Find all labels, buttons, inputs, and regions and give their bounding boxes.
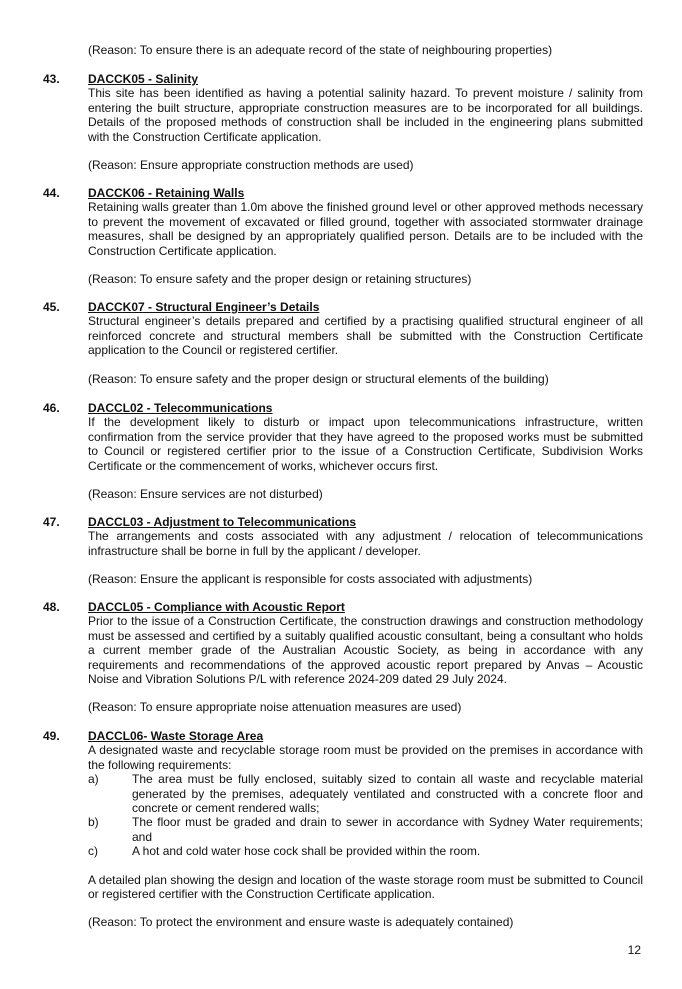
condition-title: DACCL03 - Adjustment to Telecommunications xyxy=(88,515,357,529)
condition-number: 46. xyxy=(43,401,60,415)
list-item xyxy=(88,772,643,815)
condition-number: 43. xyxy=(43,72,60,86)
list-item xyxy=(88,815,643,844)
condition-number: 44. xyxy=(43,186,60,200)
condition-text: If the development likely to disturb or impact upon telecommunications infrastructure, written confirmation from the service provider that they have agreed to the proposed works must be submitted to Council or registered certifier prior to the issue of a Construction Certificate, Subdivision Works Certificate or the commencement of works, whichever occurs first. xyxy=(88,415,643,473)
condition-number: 48. xyxy=(43,600,60,614)
condition-reason: (Reason: To protect the environment and ensure waste is adequately contained) xyxy=(88,915,514,930)
condition-reason: (Reason: To ensure safety and the proper design or retaining structures) xyxy=(88,272,472,287)
lead-reason: (Reason: To ensure there is an adequate record of the state of neighbouring properties) xyxy=(88,43,553,57)
condition-title: DACCK05 - Salinity xyxy=(88,72,199,86)
list-item xyxy=(88,844,643,858)
condition-number: 45. xyxy=(43,300,60,314)
condition-text: A designated waste and recyclable storage room must be provided on the premises in accordance with the following requirements: xyxy=(88,743,643,772)
condition-text: This site has been identified as having a potential salinity hazard. To prevent moisture / salinity from entering the built structure, appropriate construction measures are to be incorporated for all buildings. Details of the proposed methods of construction shall be included in the engineering plans submitted with the Construction Certificate application. xyxy=(88,86,643,144)
condition-reason: (Reason: Ensure the applicant is responsible for costs associated with adjustments) xyxy=(88,572,533,587)
condition-text: Prior to the issue of a Construction Certificate, the construction drawings and construction methodology must be assessed and certified by a suitably qualified acoustic consultant, being a consultant who holds a current member grade of the Australian Acoustic Society, as being in accordance with any requirements and recommendations of the approved acoustic report prepared by Anvas – Acoustic Noise and Vibration Solutions P/L with reference 2024-209 dated 29 July 2024. xyxy=(88,614,643,687)
list-item-label: b) xyxy=(88,815,99,830)
condition-reason: (Reason: Ensure services are not disturbed) xyxy=(88,487,323,502)
list-item-text: The area must be fully enclosed, suitably sized to contain all waste and recyclable material generated by the premises, adequately ventilated and constructed with a concrete floor and concrete or cement rendered walls; xyxy=(132,772,643,816)
page-number: 12 xyxy=(627,943,641,957)
condition-title: DACCK07 - Structural Engineer’s Details xyxy=(88,300,320,314)
condition-title: DACCL02 - Telecommunications xyxy=(88,401,273,415)
condition-46 xyxy=(43,401,643,501)
condition-reason: (Reason: To ensure safety and the proper design or structural elements of the building) xyxy=(88,371,549,386)
condition-45 xyxy=(43,300,643,386)
condition-title: DACCL05 - Compliance with Acoustic Report xyxy=(88,600,345,614)
condition-48 xyxy=(43,600,643,715)
list-item-text: A hot and cold water hose cock shall be provided within the room. xyxy=(132,844,481,859)
condition-text-2: A detailed plan showing the design and location of the waste storage room must be submitted to Council or registered certifier with the Construction Certificate application. xyxy=(88,872,643,902)
list-item-label: a) xyxy=(88,772,99,787)
condition-43 xyxy=(43,72,643,172)
condition-44 xyxy=(43,186,643,286)
list-item-label: c) xyxy=(88,844,98,859)
condition-reason: (Reason: To ensure appropriate noise attenuation measures are used) xyxy=(88,700,462,715)
list-item-text: The floor must be graded and drain to sewer in accordance with Sydney Water requirements; and xyxy=(132,815,643,844)
condition-reason: (Reason: Ensure appropriate construction methods are used) xyxy=(88,158,414,173)
condition-text: The arrangements and costs associated with any adjustment / relocation of telecommunications infrastructure shall be borne in full by the applicant / developer. xyxy=(88,529,643,558)
condition-49 xyxy=(43,729,643,930)
condition-number: 49. xyxy=(43,729,60,743)
condition-title: DACCK06 - Retaining Walls xyxy=(88,186,245,200)
condition-text: Retaining walls greater than 1.0m above the finished ground level or other approved methods necessary to prevent the movement of excavated or filled ground, together with associated stormwater drainage measures, shall be designed by an appropriately qualified person. Details are to be included with the Construction Certificate application. xyxy=(88,200,643,258)
condition-47 xyxy=(43,515,643,587)
condition-text: Structural engineer’s details prepared and certified by a practising qualified structural engineer of all reinforced concrete and structural members shall be submitted with the Construction Certificate application to the Council or registered certifier. xyxy=(88,314,643,358)
condition-number: 47. xyxy=(43,515,60,529)
condition-title: DACCL06- Waste Storage Area xyxy=(88,729,264,743)
